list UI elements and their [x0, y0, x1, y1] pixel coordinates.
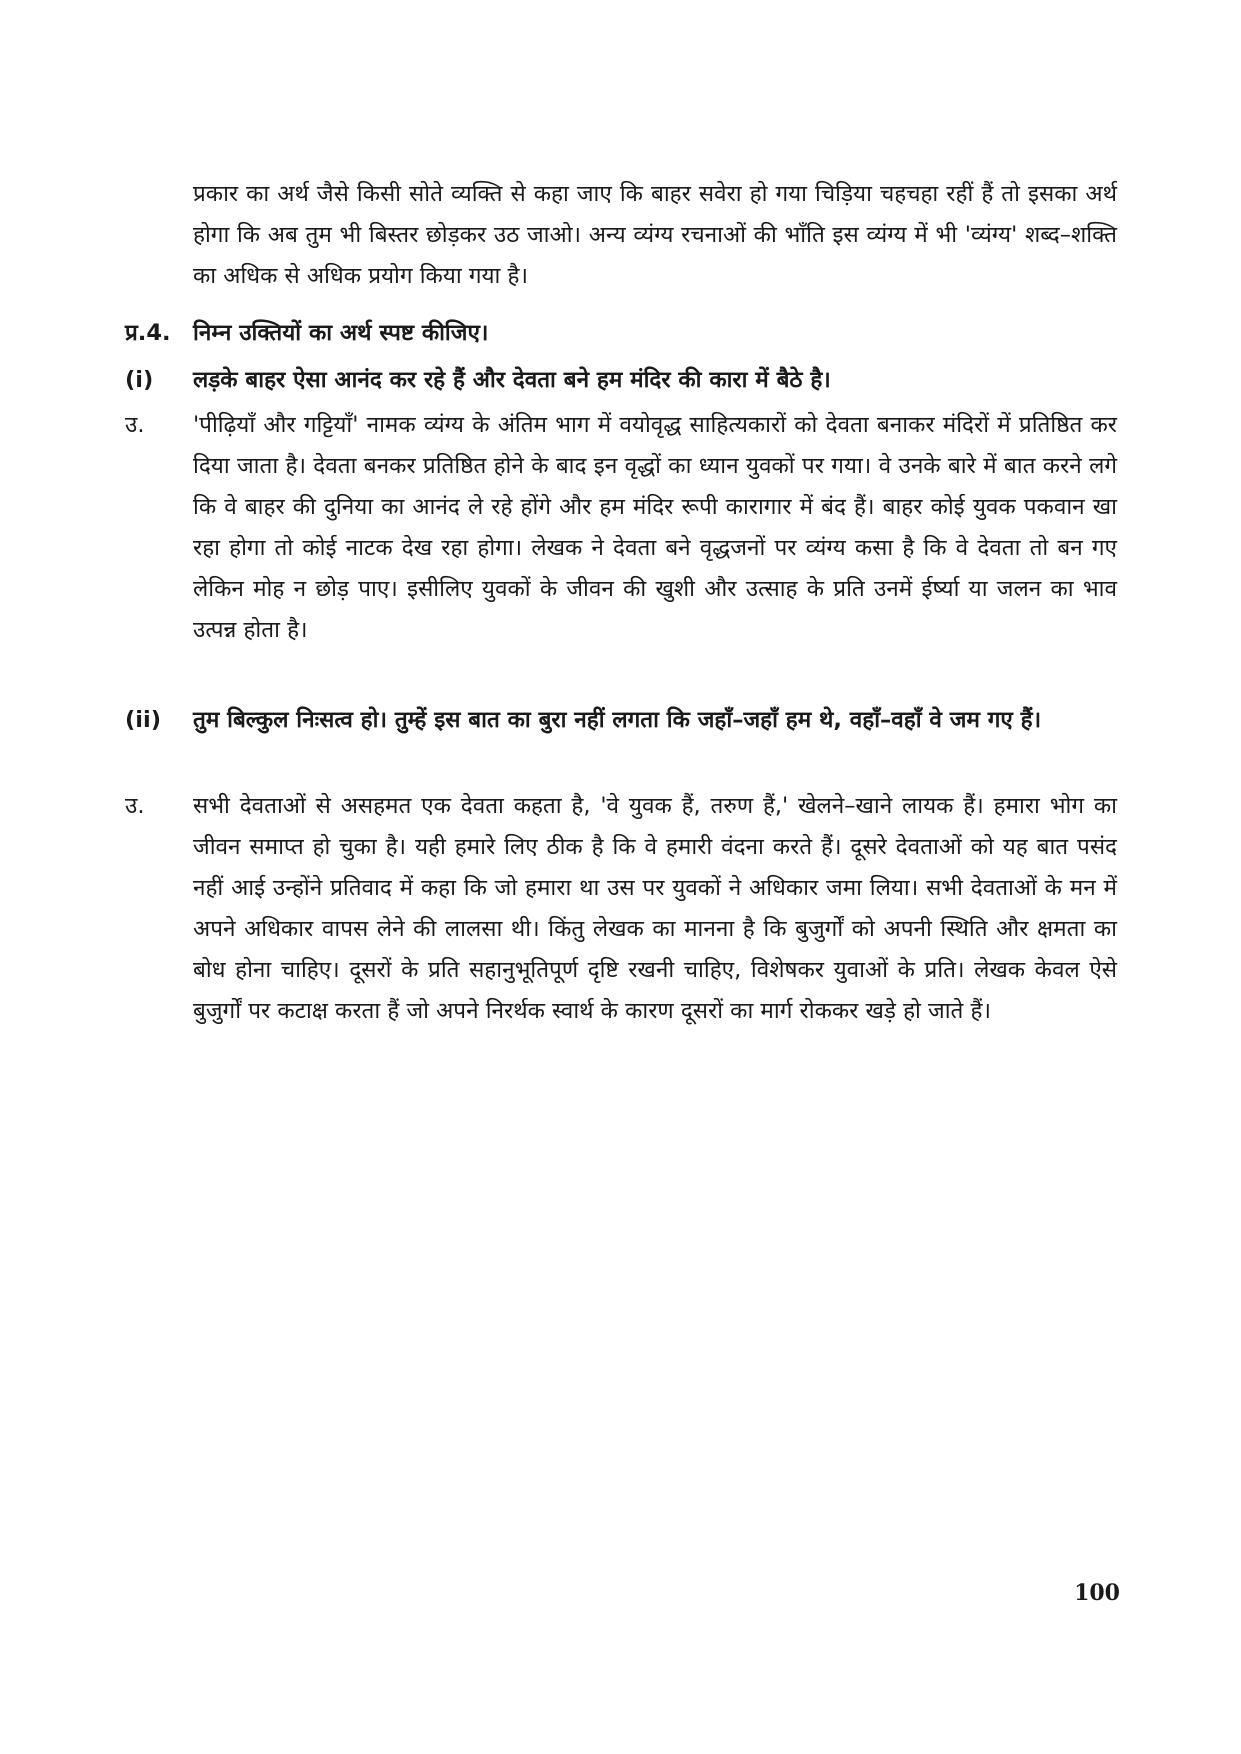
- question-number: प्र.4.: [125, 320, 171, 346]
- page-number: 100: [1074, 1580, 1120, 1606]
- item-1-label: (i): [125, 367, 154, 393]
- item-2-answer: सभी देवताओं से असहमत एक देवता कहता है, 'वे युवक हैं, तरुण हैं,' खेलने–खाने लायक हैं। हमारा भोग का जीवन समाप्त हो चुका है। यही हमारे लिए ठीक है कि वे हमारी वंदना करते हैं। दूसरे देवताओं को यह बात पसंद नहीं आई उन्होंने प्रतिवाद में कहा कि जो हमारा था उस पर युवकों ने अधिकार जमा लिया। सभी देवताओं के मन में अपने अधिकार वापस लेने की लालसा थी। किंतु लेखक का मानना है कि बुजुर्गों को अपनी स्थिति और क्षमता का बोध होना चाहिए। दूसरों के प्रति सहानुभूतिपूर्ण दृष्टि रखनी चाहिए, विशेषकर युवाओं के प्रति। लेखक केवल ऐसे बुजुर्गों पर कटाक्ष करता हैं जो अपने निरर्थक स्वार्थ के कारण दूसरों का मार्ग रोककर खड़े हो जाते हैं।: [193, 793, 1117, 1024]
- item-2-quote: तुम बिल्कुल निःसत्व हो। तुम्हें इस बात का बुरा नहीं लगता कि जहाँ–जहाँ हम थे, वहाँ–वहाँ वे जम गए हैं।: [193, 707, 1042, 733]
- item-2-answer-label: उ.: [125, 793, 145, 819]
- item-1-answer-label: उ.: [125, 412, 145, 438]
- item-1-quote: लड़के बाहर ऐसा आनंद कर रहे हैं और देवता बने हम मंदिर की कारा में बैठे है।: [193, 367, 831, 393]
- item-2-label: (ii): [125, 707, 161, 733]
- item-1-answer: 'पीढ़ियाँ और गट्टियाँ' नामक व्यंग्य के अंतिम भाग में वयोवृद्ध साहित्यकारों को देवता बनाकर मंदिरों में प्रतिष्ठित कर दिया जाता है। देवता बनकर प्रतिष्ठित होने के बाद इन वृद्धों का ध्यान युवकों पर गया। वे उनके बारे में बात करने लगे कि वे बाहर की दुनिया का आनंद ले रहे होंगे और हम मंदिर रूपी कारागार में बंद हैं। बाहर कोई युवक पकवान खा रहा होगा तो कोई नाटक देख रहा होगा। लेखक ने देवता बने वृद्धजनों पर व्यंग्य कसा है कि वे देवता तो बन गए लेकिन मोह न छोड़ पाए। इसीलिए युवकों के जीवन की खुशी और उत्साह के प्रति उनमें ईर्ष्या या जलन का भाव उत्पन्न होता है।: [193, 412, 1117, 643]
- question-text: निम्न उक्तियों का अर्थ स्पष्ट कीजिए।: [193, 320, 489, 346]
- continuation-paragraph: प्रकार का अर्थ जैसे किसी सोते व्यक्ति से कहा जाए कि बाहर सवेरा हो गया चिड़िया चहचहा रहीं हैं तो इसका अर्थ होगा कि अब तुम भी बिस्तर छोड़कर उठ जाओ। अन्य व्यंग्य रचनाओं की भाँति इस व्यंग्य में भी 'व्यंग्य' शब्द–शक्ति का अधिक से अधिक प्रयोग किया गया है।: [193, 181, 1117, 289]
